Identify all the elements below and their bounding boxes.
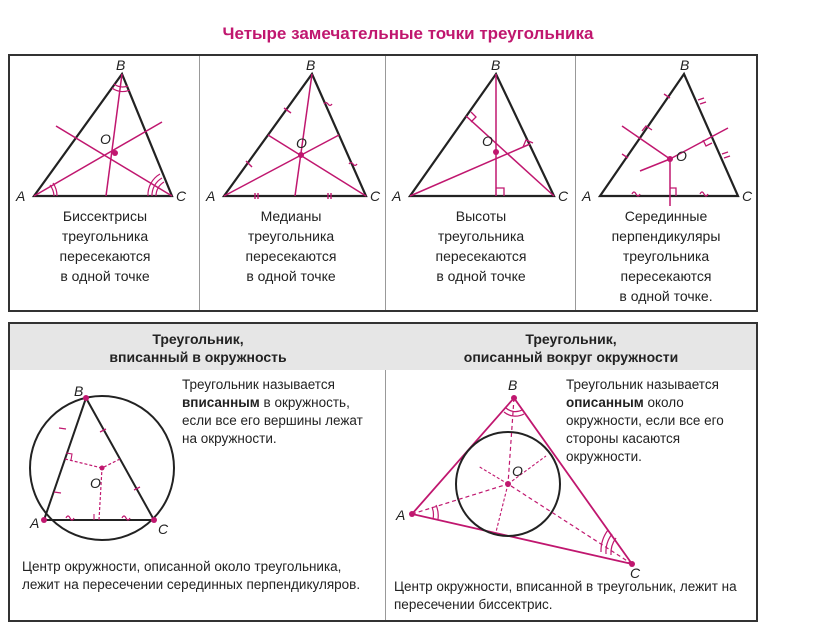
- label-o: O: [90, 475, 101, 491]
- page-title: Четыре замечательные точки треугольника: [222, 24, 594, 43]
- label-b: B: [116, 57, 126, 73]
- label-b: B: [491, 57, 501, 73]
- inscribed-definition: Треугольник называется вписанным в окружность, если все его вершины лежат на окружности.: [182, 377, 363, 446]
- label-c: C: [742, 188, 753, 204]
- heading-inscribed: Треугольник, вписанный в окружность: [10, 324, 386, 370]
- caption-medians: Медианы треугольника пересекаются в одной точке: [245, 208, 337, 284]
- label-a: A: [206, 188, 216, 204]
- label-a: A: [396, 507, 406, 523]
- label-o: O: [100, 131, 111, 147]
- label-a: A: [582, 188, 592, 204]
- section-inscribed: [10, 324, 386, 620]
- label-c: C: [370, 188, 381, 204]
- top-frame: [8, 54, 758, 312]
- label-c: C: [558, 188, 569, 204]
- label-b: B: [74, 383, 84, 399]
- panel-bisectors: [10, 56, 200, 310]
- circumscribed-note: Центр окружности, вписанной в треугольник, лежит на пересечении биссектрис.: [394, 579, 737, 612]
- panel-perpendicular-bisectors: [576, 56, 756, 310]
- panel-altitudes: [386, 56, 576, 310]
- label-b: B: [306, 57, 316, 73]
- altitudes-diagram: [386, 56, 576, 206]
- caption-perpendicular-bisectors: Серединные перпендикуляры треугольника пересекаются в одной точке.: [611, 208, 721, 304]
- section-circumscribed: [386, 324, 756, 620]
- inscribed-diagram: [10, 374, 180, 554]
- label-o: O: [512, 463, 523, 479]
- caption-bisectors: Биссектрисы треугольника пересекаются в одной точке: [59, 208, 151, 284]
- circumscribed-definition: Треугольник называется описанным около окружности, если все его стороны касаются окружности.: [566, 377, 724, 464]
- inscribed-note: Центр окружности, описанной около треугольника, лежит на пересечении серединных перпендикуляров.: [22, 559, 361, 592]
- bottom-frame: [8, 322, 758, 622]
- label-a: A: [392, 188, 402, 204]
- label-a: A: [30, 515, 40, 531]
- label-c: C: [158, 521, 169, 537]
- label-o: O: [482, 133, 493, 149]
- label-a: A: [16, 188, 26, 204]
- label-c: C: [176, 188, 187, 204]
- label-c: C: [630, 565, 641, 581]
- label-o: O: [296, 135, 307, 151]
- bisectors-diagram: [10, 56, 200, 206]
- medians-diagram: [200, 56, 386, 206]
- caption-altitudes: Высоты треугольника пересекаются в одной точке: [435, 208, 527, 284]
- heading-circumscribed: Треугольник, описанный вокруг окружности: [386, 324, 756, 370]
- label-b: B: [508, 377, 518, 393]
- label-b: B: [680, 57, 690, 73]
- panel-medians: [200, 56, 386, 310]
- label-o: O: [676, 148, 687, 164]
- perpendicular-bisectors-diagram: [576, 56, 756, 206]
